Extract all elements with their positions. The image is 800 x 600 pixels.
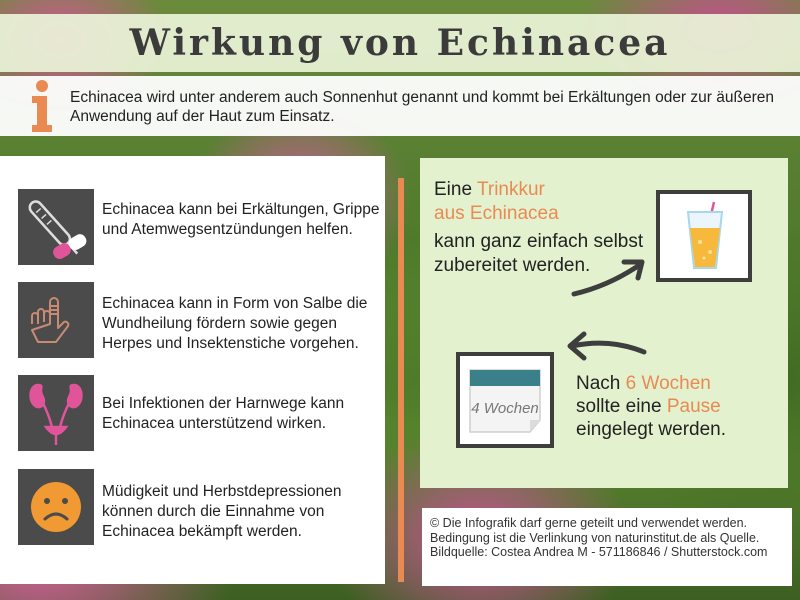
calendar-frame xyxy=(456,352,554,448)
effect-tile-3 xyxy=(18,375,94,451)
trinkkur-line-3: kann ganz einfach selbst xyxy=(434,231,644,252)
calendar-label: 4 Wochen xyxy=(471,400,539,417)
arrow-to-glass-icon xyxy=(568,252,658,302)
bandaged-finger-icon xyxy=(18,282,94,358)
orange-divider xyxy=(398,178,404,582)
effect-text-1: Echinacea kann bei Erkältungen, Grippe und Atemwegsentzündungen helfen. xyxy=(102,201,380,238)
effect-text-3: Bei Infektionen der Harnwege kann Echinacea unterstützend wirken. xyxy=(102,395,345,432)
trinkkur-highlight: Trinkkur xyxy=(476,179,545,200)
pause-highlight: Pause xyxy=(666,396,721,417)
juice-frame xyxy=(656,190,752,282)
trinkkur-panel xyxy=(420,158,788,488)
thermometer-pill-icon xyxy=(18,189,94,265)
copyright-text: © Die Infografik darf gerne geteilt und verwendet werden. Bedingung ist die Verlinkung von naturinstitut.de als Quelle. Bildquelle: Costea Andrea M - 571186846 / Shutterstock.com xyxy=(430,516,768,559)
sad-face-icon xyxy=(18,469,94,545)
effect-tile-1 xyxy=(18,189,94,265)
juice-glass-icon xyxy=(660,194,748,278)
pause-line-3: eingelegt werden. xyxy=(576,419,726,440)
page-title: Wirkung von Echinacea xyxy=(129,22,671,64)
pause-line-1: Nach 6 Wochen xyxy=(576,373,711,394)
arrow-to-calendar-icon xyxy=(560,326,650,366)
trinkkur-line-1: Eine Trinkkur xyxy=(434,179,545,200)
kidneys-urinary-tract-icon xyxy=(18,375,94,451)
effects-panel xyxy=(0,156,385,584)
info-icon xyxy=(30,80,54,132)
trinkkur-line-2: aus Echinacea xyxy=(434,203,559,224)
pause-line-2: sollte eine Pause xyxy=(576,396,721,417)
info-text: Echinacea wird unter anderem auch Sonnenhut genannt und kommt bei Erkältungen oder zur äußeren Anwendung auf der Haut zum Einsatz. xyxy=(70,89,774,125)
effect-tile-2 xyxy=(18,282,94,358)
trinkkur-line-4: zubereitet werden. xyxy=(434,255,591,276)
effect-tile-4 xyxy=(18,469,94,545)
effect-text-2: Echinacea kann in Form von Salbe die Wundheilung fördern sowie gegen Herpes und Insektenstiche vorgehen. xyxy=(102,295,368,352)
pause-weeks-highlight: 6 Wochen xyxy=(625,373,711,394)
effect-text-4: Müdigkeit und Herbstdepressionen können durch die Einnahme von Echinacea bekämpft werden. xyxy=(102,483,342,540)
